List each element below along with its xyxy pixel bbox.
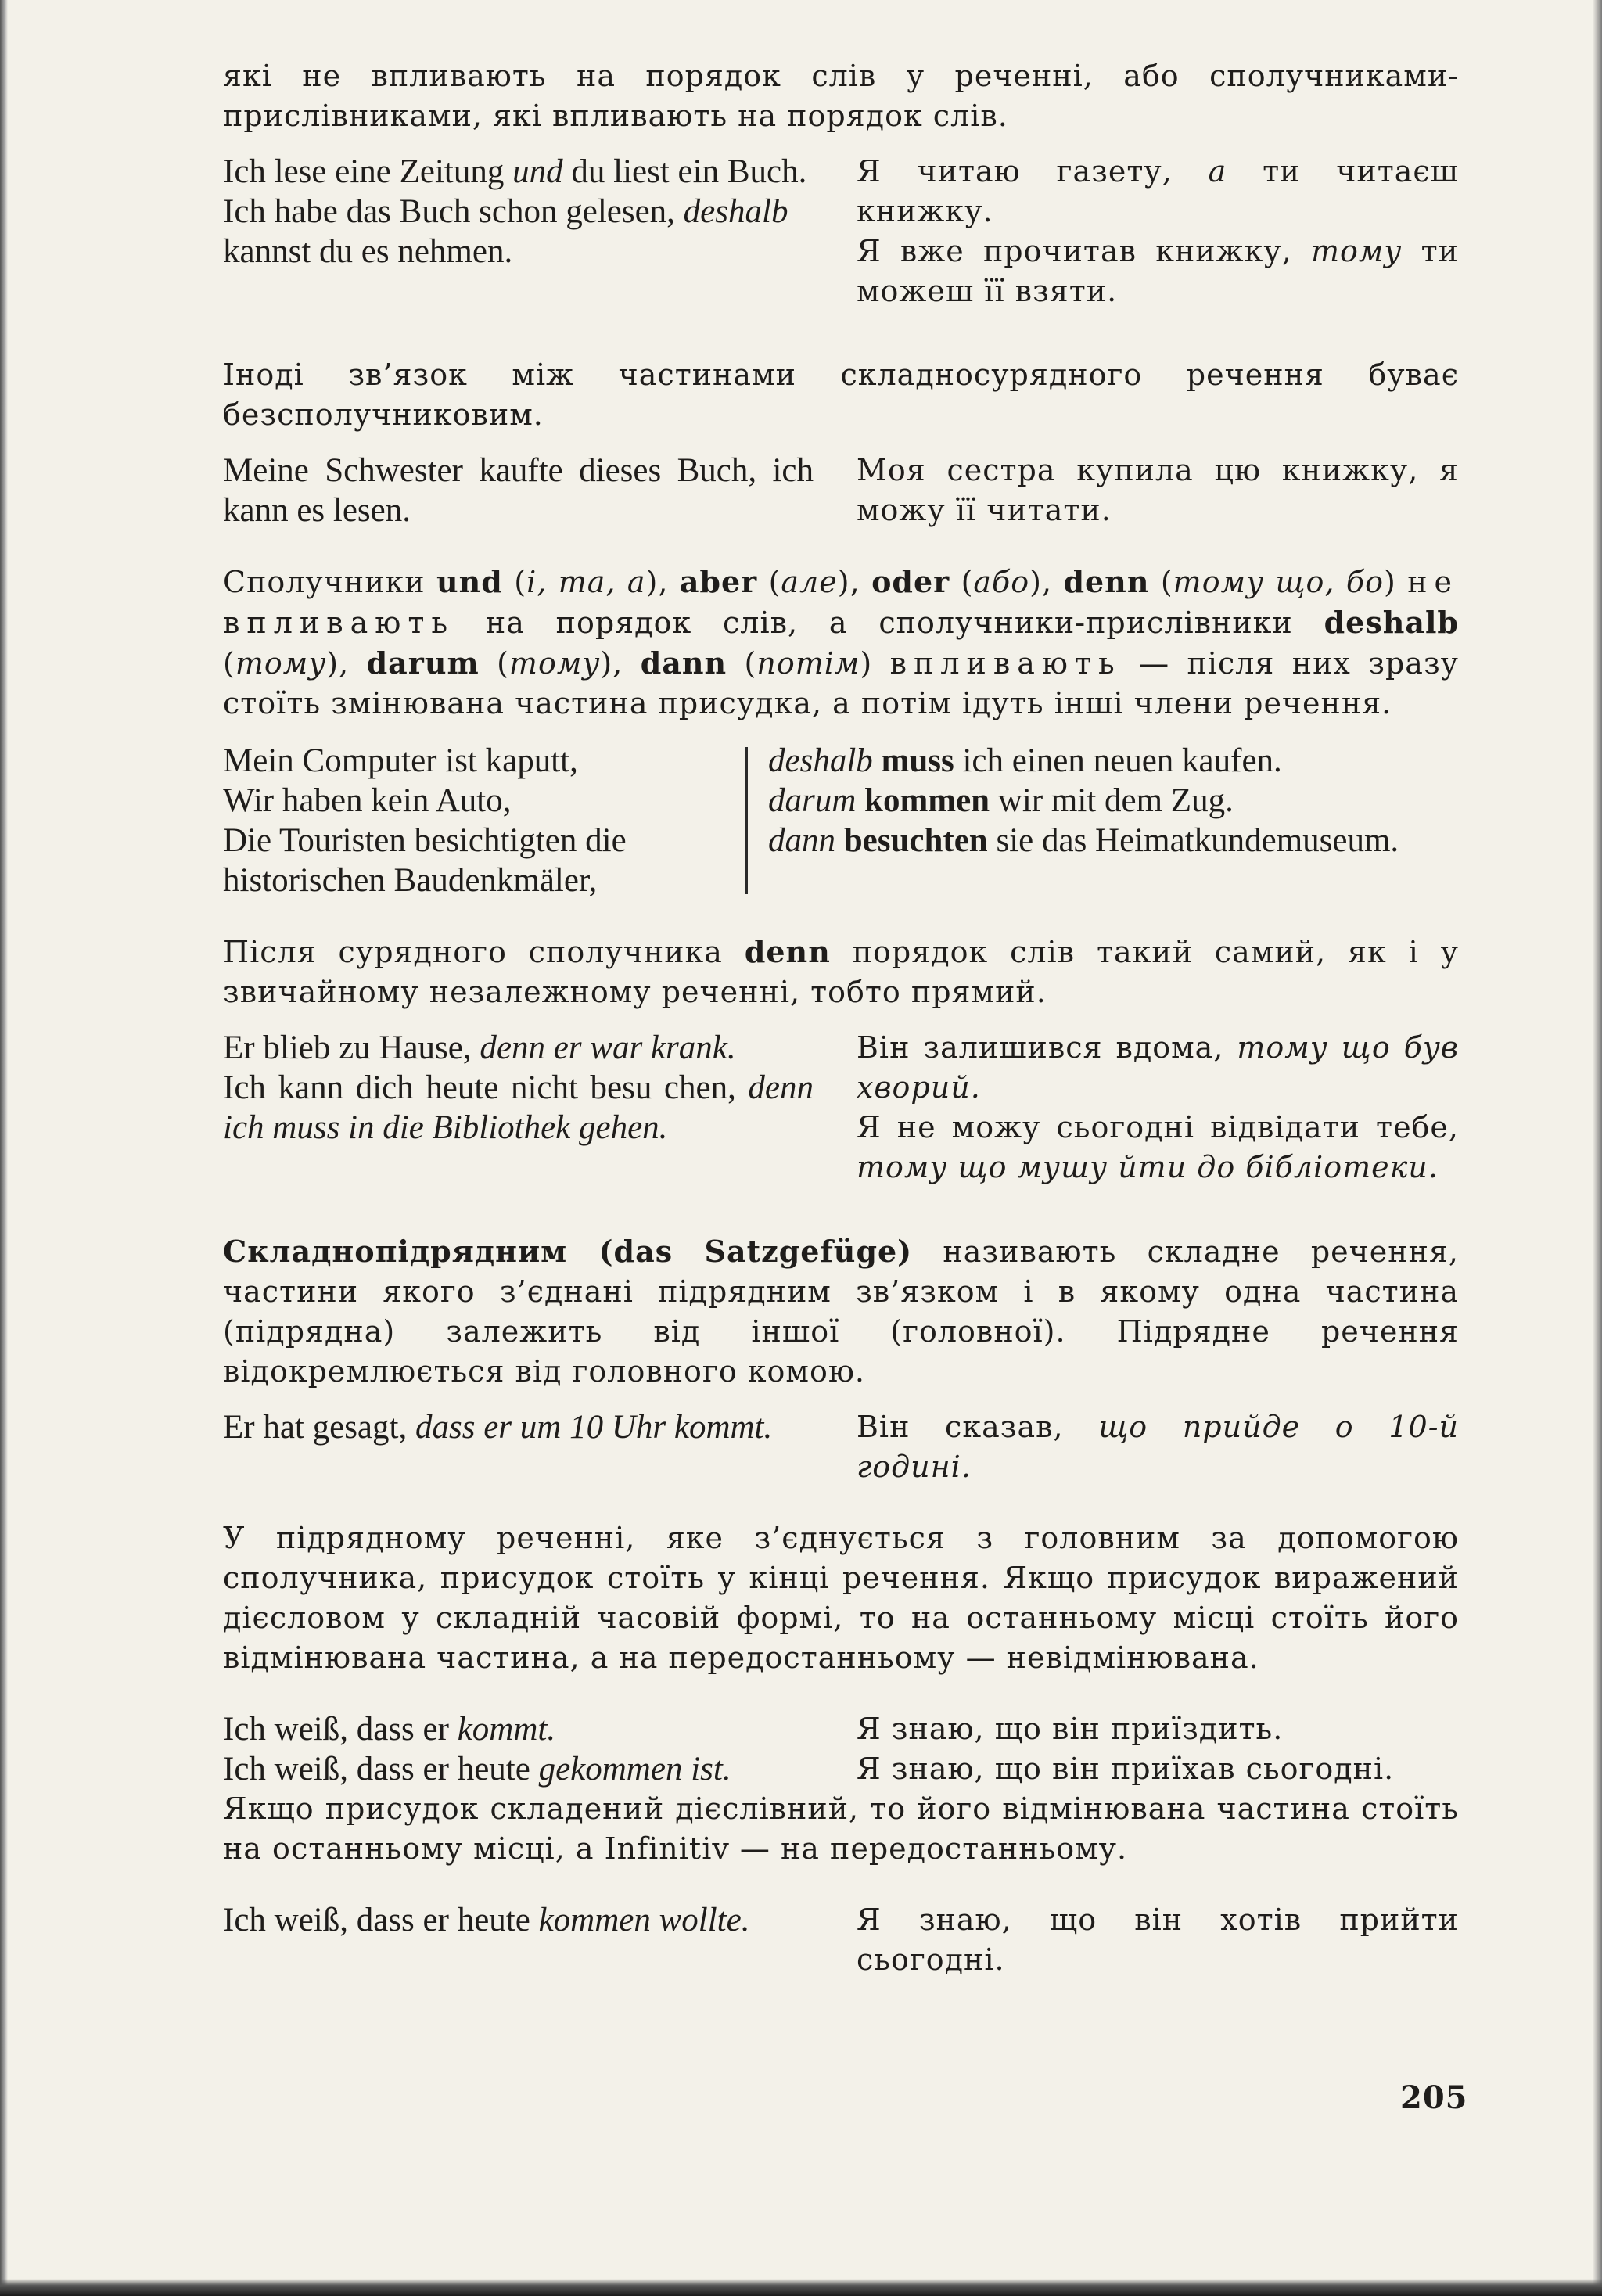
example-german: [223, 152, 814, 311]
table-left-column: [223, 741, 745, 900]
ukrainian-translation: Моя сестра купила цю книжку, я можу її читати.: [857, 453, 1459, 527]
example-block-6: [223, 1900, 1459, 1980]
ukrainian-translation: Я вже прочитав книжку, тому ти можеш її взяти.: [857, 234, 1459, 308]
german-sentence: Ich weiß, dass er kommt.: [223, 1711, 556, 1748]
ukrainian-translation: Я знаю, що він приїздить.: [857, 1712, 1284, 1746]
paragraph-denn: Після сурядного сполучника denn порядок слів такий самий, як і у звичайному незалежному реченні, тобто прямий.: [223, 934, 1459, 1009]
column-divider: [745, 747, 748, 894]
example-block-4: [223, 1407, 1459, 1487]
ukrainian-translation: Він сказав, що прийде о 10-й годині.: [857, 1410, 1460, 1484]
table-right-line: dann besuchten sie das Heimatkundemuseum.: [768, 822, 1399, 859]
example-ukrainian: [857, 1407, 1459, 1487]
ukrainian-translation: Він залишився вдома, тому що був хворий.: [857, 1030, 1459, 1105]
example-ukrainian: [857, 1028, 1459, 1188]
german-sentence: Er hat gesagt, dass er um 10 Uhr kommt.: [223, 1409, 773, 1446]
table-left-line: Die Touristen besichtigten die historischen Baudenkmäler,: [223, 822, 627, 899]
example-block-5: [223, 1709, 1459, 1789]
ukrainian-translation: Я не можу сьогодні відвідати тебе, тому що мушу йти до бібліотеки.: [857, 1110, 1459, 1184]
example-german: [223, 1028, 814, 1188]
table-right-line: darum kommen wir mit dem Zug.: [768, 782, 1234, 819]
german-sentence: Er blieb zu Hause, denn er war krank.: [223, 1029, 736, 1066]
german-sentence: Ich weiß, dass er heute kommen wollte.: [223, 1902, 750, 1938]
page-edge-shadow: [1593, 0, 1602, 2296]
example-table: [223, 741, 1459, 900]
ukrainian-translation: Я знаю, що він хотів прийти сьогодні.: [857, 1903, 1459, 1977]
ukrainian-translation: Я читаю газету, а ти читаєш книжку.: [857, 154, 1459, 228]
table-right-line: deshalb muss ich einen neuen kaufen.: [768, 742, 1282, 779]
table-left-line: Mein Computer ist kaputt,: [223, 742, 578, 779]
table-left-line: Wir haben kein Auto,: [223, 782, 512, 819]
example-ukrainian: [857, 1900, 1459, 1980]
example-ukrainian: [857, 152, 1459, 311]
paragraph-subordinate-order: У підрядному реченні, яке з’єднується з головним за допомогою сполучника, присудок стоїть у кінці речення. Якщо присудок виражений дієсловом у складній часовій формі, то на останньому місці стоїть його відмінювана частина, а на передостанньому — невідмінювана.: [223, 1521, 1459, 1675]
paragraph-asyndetic: Іноді зв’язок між частинами складносурядного речення буває безсполучниковим.: [223, 358, 1459, 432]
example-block-2: [223, 451, 1459, 530]
paragraph-conjunctions: Сполучники und (і, та, а), aber (але), oder (або), denn (тому що, бо) не впливають на порядок слів, а сполучники-прислівники deshalb (тому), darum (тому), dann (потім) впливають — після них зразу стоїть змінювана частина присудка, а потім ідуть інші члени речення.: [223, 564, 1460, 720]
ukrainian-translation: Я знаю, що він приїхав сьогодні.: [857, 1752, 1395, 1786]
page-number: 205: [1400, 2079, 1468, 2116]
example-german: [223, 1407, 814, 1487]
example-german: [223, 451, 814, 530]
german-sentence: Meine Schwester kaufte dieses Buch, ich kann es lesen.: [223, 452, 814, 529]
german-sentence: Ich habe das Buch schon gelesen, deshalb kannst du es nehmen.: [223, 193, 788, 270]
german-sentence: Ich lese eine Zeitung und du liest ein Buch.: [223, 153, 807, 190]
german-sentence: Ich kann dich heute nicht besu chen, denn ich muss in die Bibliothek gehen.: [223, 1069, 814, 1146]
example-ukrainian: [857, 451, 1459, 530]
example-block-3: [223, 1028, 1459, 1188]
table-right-column: [768, 741, 1457, 900]
page-content: [223, 56, 1459, 1980]
page-bottom-shadow: [0, 2279, 1602, 2296]
example-ukrainian: [857, 1709, 1459, 1789]
paragraph-intro: які не впливають на порядок слів у реченні, або сполучниками-прислівниками, які впливають на порядок слів.: [223, 59, 1459, 133]
example-german: [223, 1900, 814, 1980]
example-block-1: [223, 152, 1459, 311]
paragraph-infinitiv: Якщо присудок складений дієслівний, то його відмінювана частина стоїть на останньому місці, а Infinitiv — на передостанньому.: [223, 1791, 1459, 1866]
paragraph-satzgefuege: Складнопідрядним (das Satzgefüge) називають складне речення, частини якого з’єднані підрядним зв’язком і в якому одна частина (підрядна) залежить від іншої (головної). Підрядне речення відокремлюється від головного комою.: [223, 1234, 1459, 1389]
german-sentence: Ich weiß, dass er heute gekommen ist.: [223, 1751, 731, 1788]
page-binding-shadow: [0, 0, 8, 2296]
example-german: [223, 1709, 814, 1789]
